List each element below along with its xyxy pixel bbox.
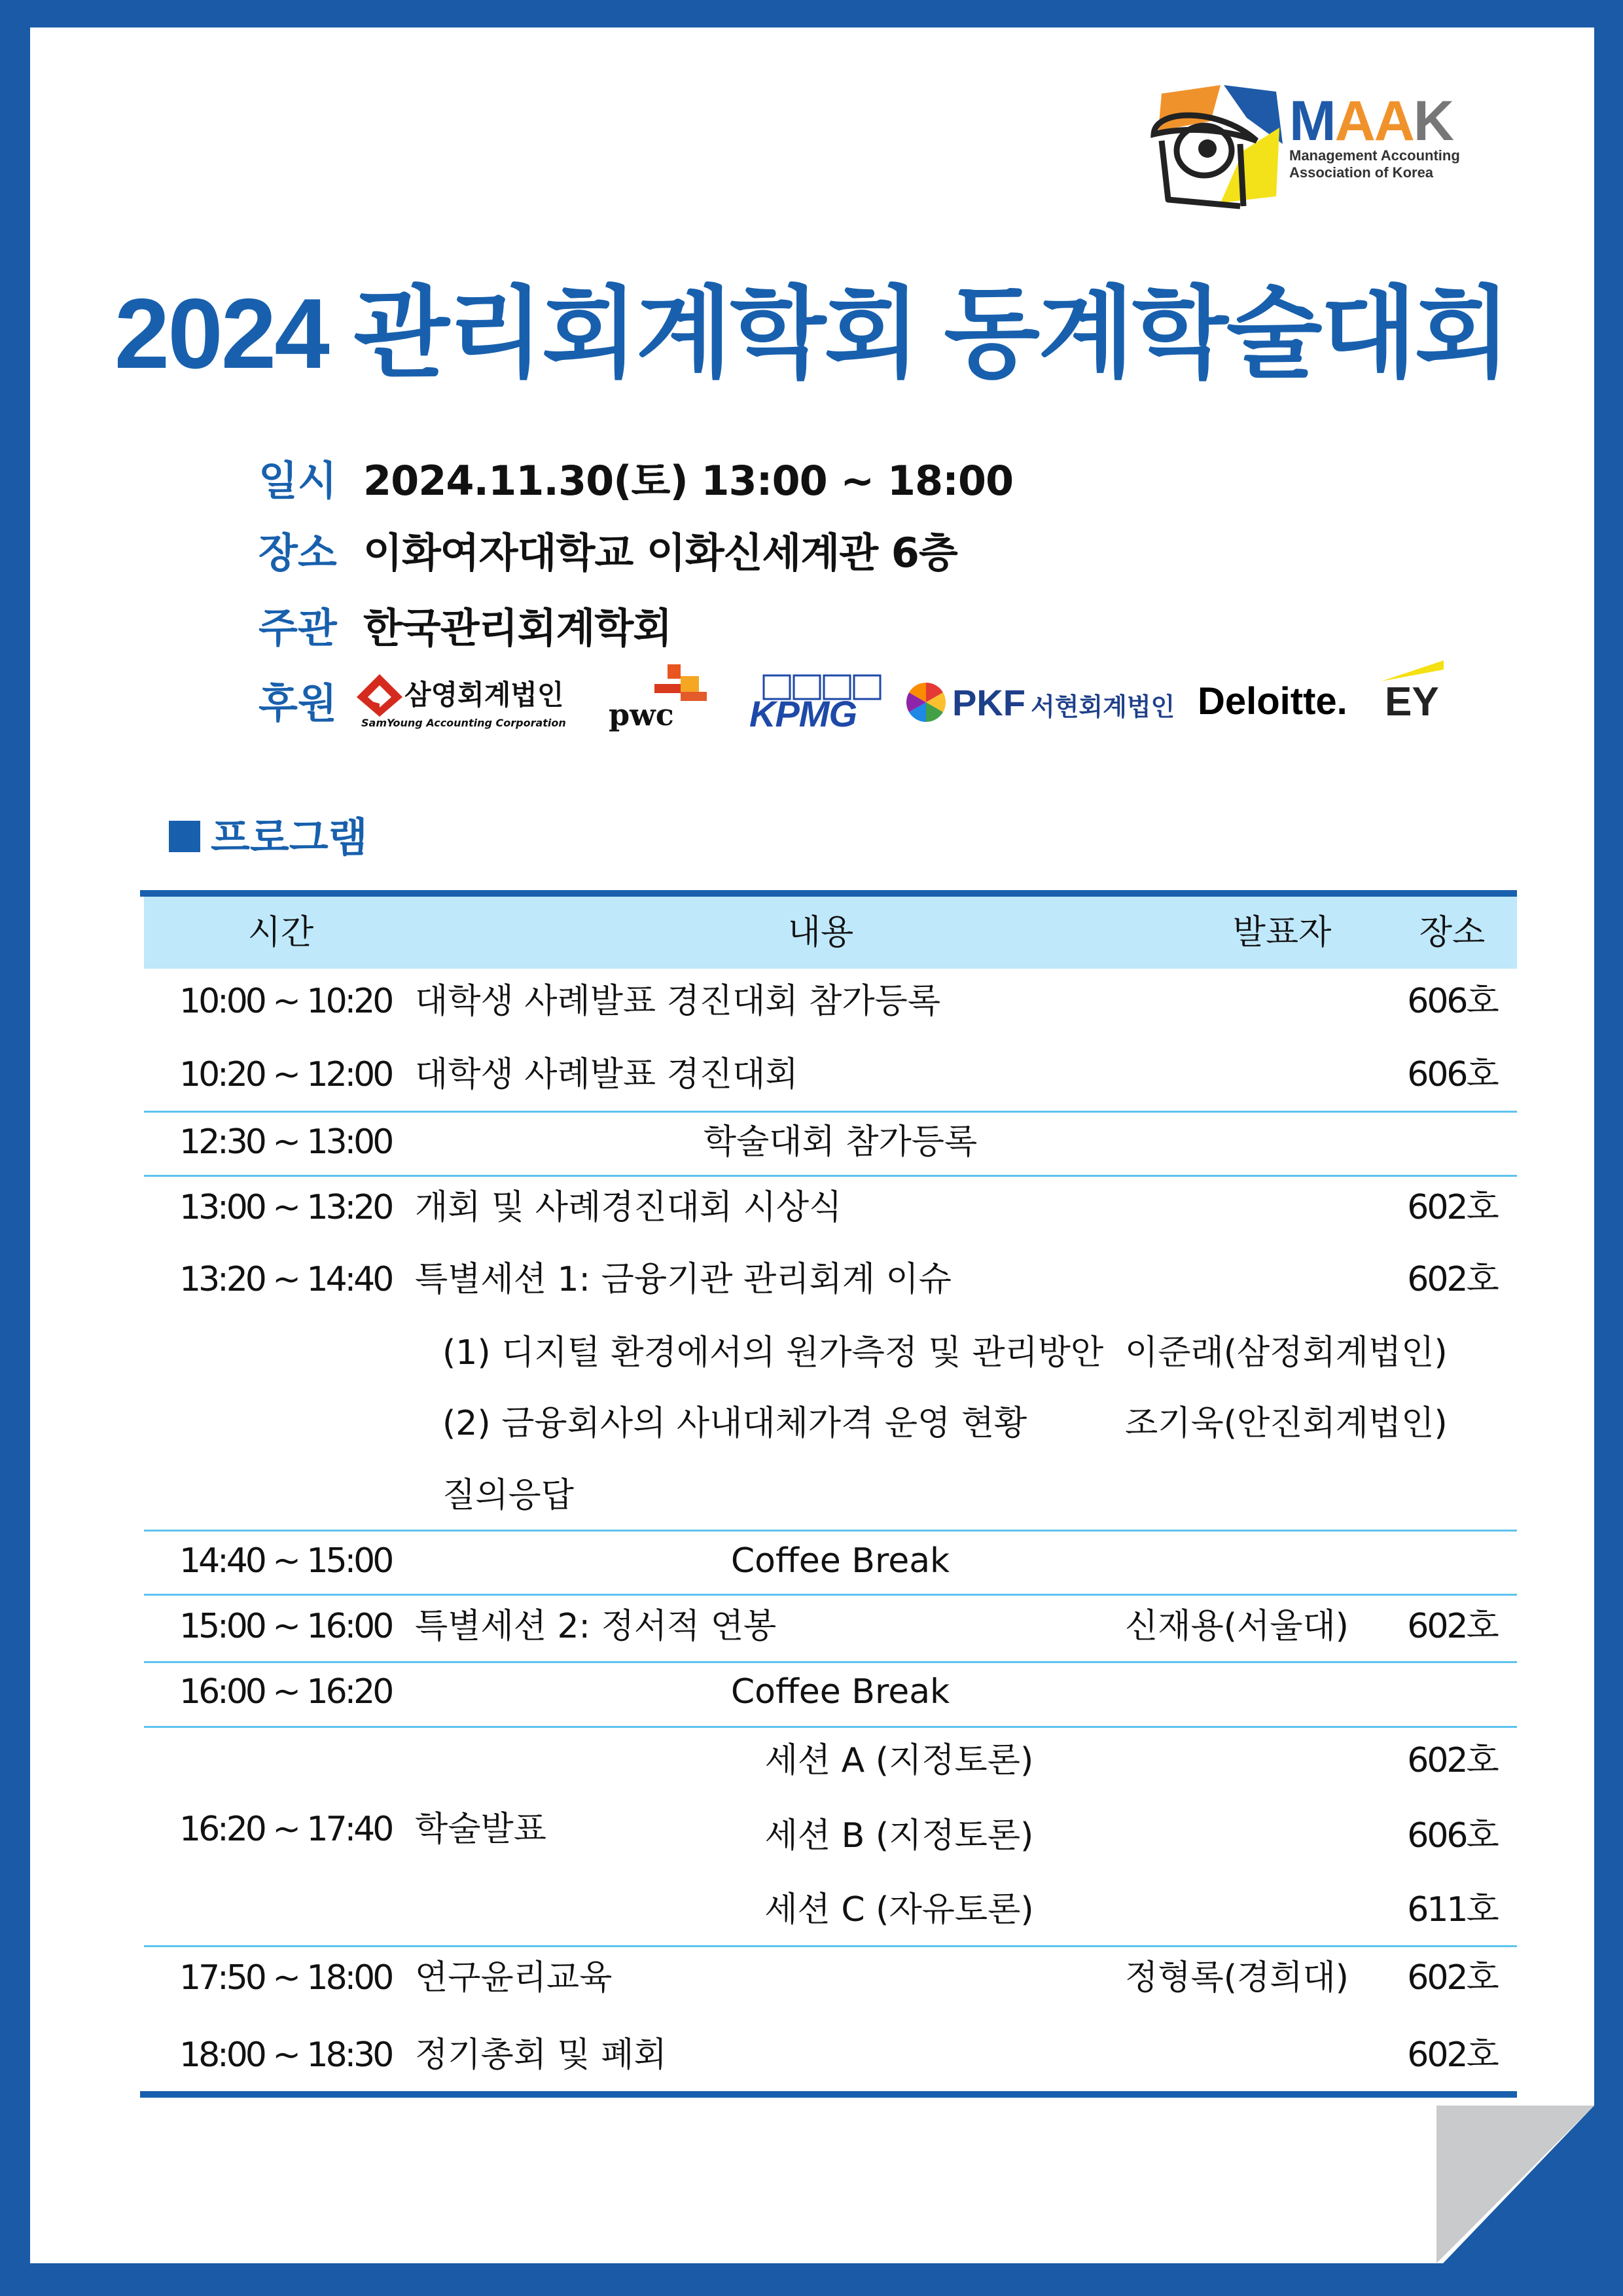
pkf-logo: [906, 677, 1188, 730]
row-content: Coffee Break: [730, 1541, 950, 1581]
row-content: 대학생 사례발표 경진대회 참가등록: [415, 982, 941, 1021]
ey-name: EY: [1385, 679, 1439, 725]
date-label: 일시: [259, 457, 337, 505]
row-divider: [144, 1945, 1517, 1947]
pkf-name: 서현회계법인: [1031, 692, 1175, 721]
pwc-logo: [609, 664, 707, 736]
row-divider: [144, 1594, 1517, 1596]
row-time: 18:00 ~ 18:30: [179, 2036, 392, 2075]
row-divider: [144, 1530, 1517, 1532]
row-room: 602호: [1407, 1958, 1497, 1998]
row-content: 개회 및 사례경진대회 시상식: [415, 1188, 842, 1227]
place-value: 이화여자대학교 이화신세계관 6층: [363, 529, 957, 577]
host-value: 한국관리회계학회: [363, 604, 672, 652]
row-content: 학술대회 참가등록: [703, 1122, 978, 1162]
maak-logo: [1142, 82, 1489, 213]
table-bottom-rule: [140, 2091, 1517, 2098]
sub-presenter: 이준래(삼정회계법인): [1125, 1333, 1448, 1372]
session-room: 611호: [1407, 1890, 1497, 1929]
session-name: 세션 B (지정토론): [764, 1816, 1034, 1856]
header-time: 시간: [247, 913, 314, 952]
row-content: 대학생 사례발표 경진대회: [415, 1055, 798, 1094]
row-time: 10:20 ~ 12:00: [179, 1055, 392, 1094]
row-content: 연구윤리교육: [415, 1958, 613, 1998]
row-time: 15:00 ~ 16:00: [179, 1607, 392, 1646]
row-time: 14:40 ~ 15:00: [179, 1541, 392, 1581]
page-curl: [1436, 2106, 1594, 2263]
program-table: [140, 890, 1517, 2101]
row-content: 학술발표: [415, 1810, 546, 1849]
table-top-rule: [140, 890, 1517, 897]
date-value: 2024.11.30(토) 13:00 ~ 18:00: [363, 457, 1014, 505]
ey-logo: [1381, 658, 1446, 726]
row-divider: [144, 1661, 1517, 1663]
header-content: 내용: [787, 913, 854, 952]
kpmg-logo: [749, 674, 880, 733]
row-room: 602호: [1407, 1607, 1497, 1646]
program-heading-text: 프로그램: [211, 814, 368, 861]
row-room: 606호: [1407, 982, 1497, 1021]
page-title: 2024 관리회계학회 동계학술대회: [114, 278, 1509, 389]
program-heading: [169, 812, 368, 864]
row-content: 정기총회 및 폐회: [415, 2036, 667, 2075]
row-time: 13:20 ~ 14:40: [179, 1260, 392, 1299]
maak-logo-mark-icon: [1142, 82, 1286, 213]
session-room: 602호: [1407, 1741, 1497, 1780]
pkf-prefix: PKF: [952, 682, 1026, 723]
session-name: 세션 A (지정토론): [764, 1741, 1034, 1780]
host-label: 주관: [259, 604, 337, 652]
samyoung-mark-icon: [353, 671, 406, 717]
header-room: 장소: [1419, 913, 1486, 952]
deloitte-logo: [1198, 679, 1368, 725]
sub-content: 질의응답: [442, 1476, 574, 1515]
square-bullet-icon: [169, 821, 200, 852]
row-content: Coffee Break: [730, 1672, 950, 1712]
row-presenter: 신재용(서울대): [1125, 1607, 1349, 1646]
deloitte-name: Deloitte.: [1198, 680, 1347, 723]
row-time: 17:50 ~ 18:00: [179, 1958, 392, 1998]
row-divider: [144, 1175, 1517, 1177]
samyoung-english: SamYoung Accounting Corporation: [361, 717, 566, 729]
row-time: 12:30 ~ 13:00: [179, 1122, 392, 1162]
pwc-name: pwc: [609, 697, 674, 732]
sub-content: (1) 디지털 환경에서의 원가측정 및 관리방안: [442, 1333, 1104, 1372]
logo-subtitle-line1: Management Accounting: [1289, 147, 1460, 164]
row-room: 606호: [1407, 1055, 1497, 1094]
place-label: 장소: [259, 529, 337, 577]
row-room: 602호: [1407, 2036, 1497, 2075]
sub-content: (2) 금융회사의 사내대체가격 운영 현황: [442, 1404, 1027, 1443]
row-time: 10:00 ~ 10:20: [179, 982, 392, 1021]
row-divider: [144, 1111, 1517, 1113]
samyoung-logo: [353, 671, 569, 736]
row-time: 16:20 ~ 17:40: [179, 1810, 392, 1849]
logo-name: MAAK: [1289, 90, 1453, 152]
row-time: 13:00 ~ 13:20: [179, 1188, 392, 1227]
row-room: 602호: [1407, 1260, 1497, 1299]
row-time: 16:00 ~ 16:20: [179, 1672, 392, 1712]
logo-subtitle-line2: Association of Korea: [1289, 164, 1434, 181]
sponsor-label: 후원: [259, 679, 337, 727]
session-room: 606호: [1407, 1816, 1497, 1856]
sub-presenter: 조기욱(안진회계법인): [1125, 1404, 1448, 1443]
row-content: 특별세션 2: 정서적 연봉: [415, 1607, 777, 1646]
pkf-wheel-icon: [906, 683, 946, 722]
header-presenter: 발표자: [1232, 913, 1332, 952]
session-name: 세션 C (자유토론): [764, 1890, 1034, 1929]
row-divider: [144, 1726, 1517, 1728]
samyoung-name: 삼영회계법인: [404, 679, 564, 711]
row-presenter: 정형록(경희대): [1125, 1958, 1349, 1998]
kpmg-name: KPMG: [749, 693, 857, 734]
row-room: 602호: [1407, 1188, 1497, 1227]
row-content: 특별세션 1: 금융기관 관리회계 이슈: [415, 1260, 952, 1299]
